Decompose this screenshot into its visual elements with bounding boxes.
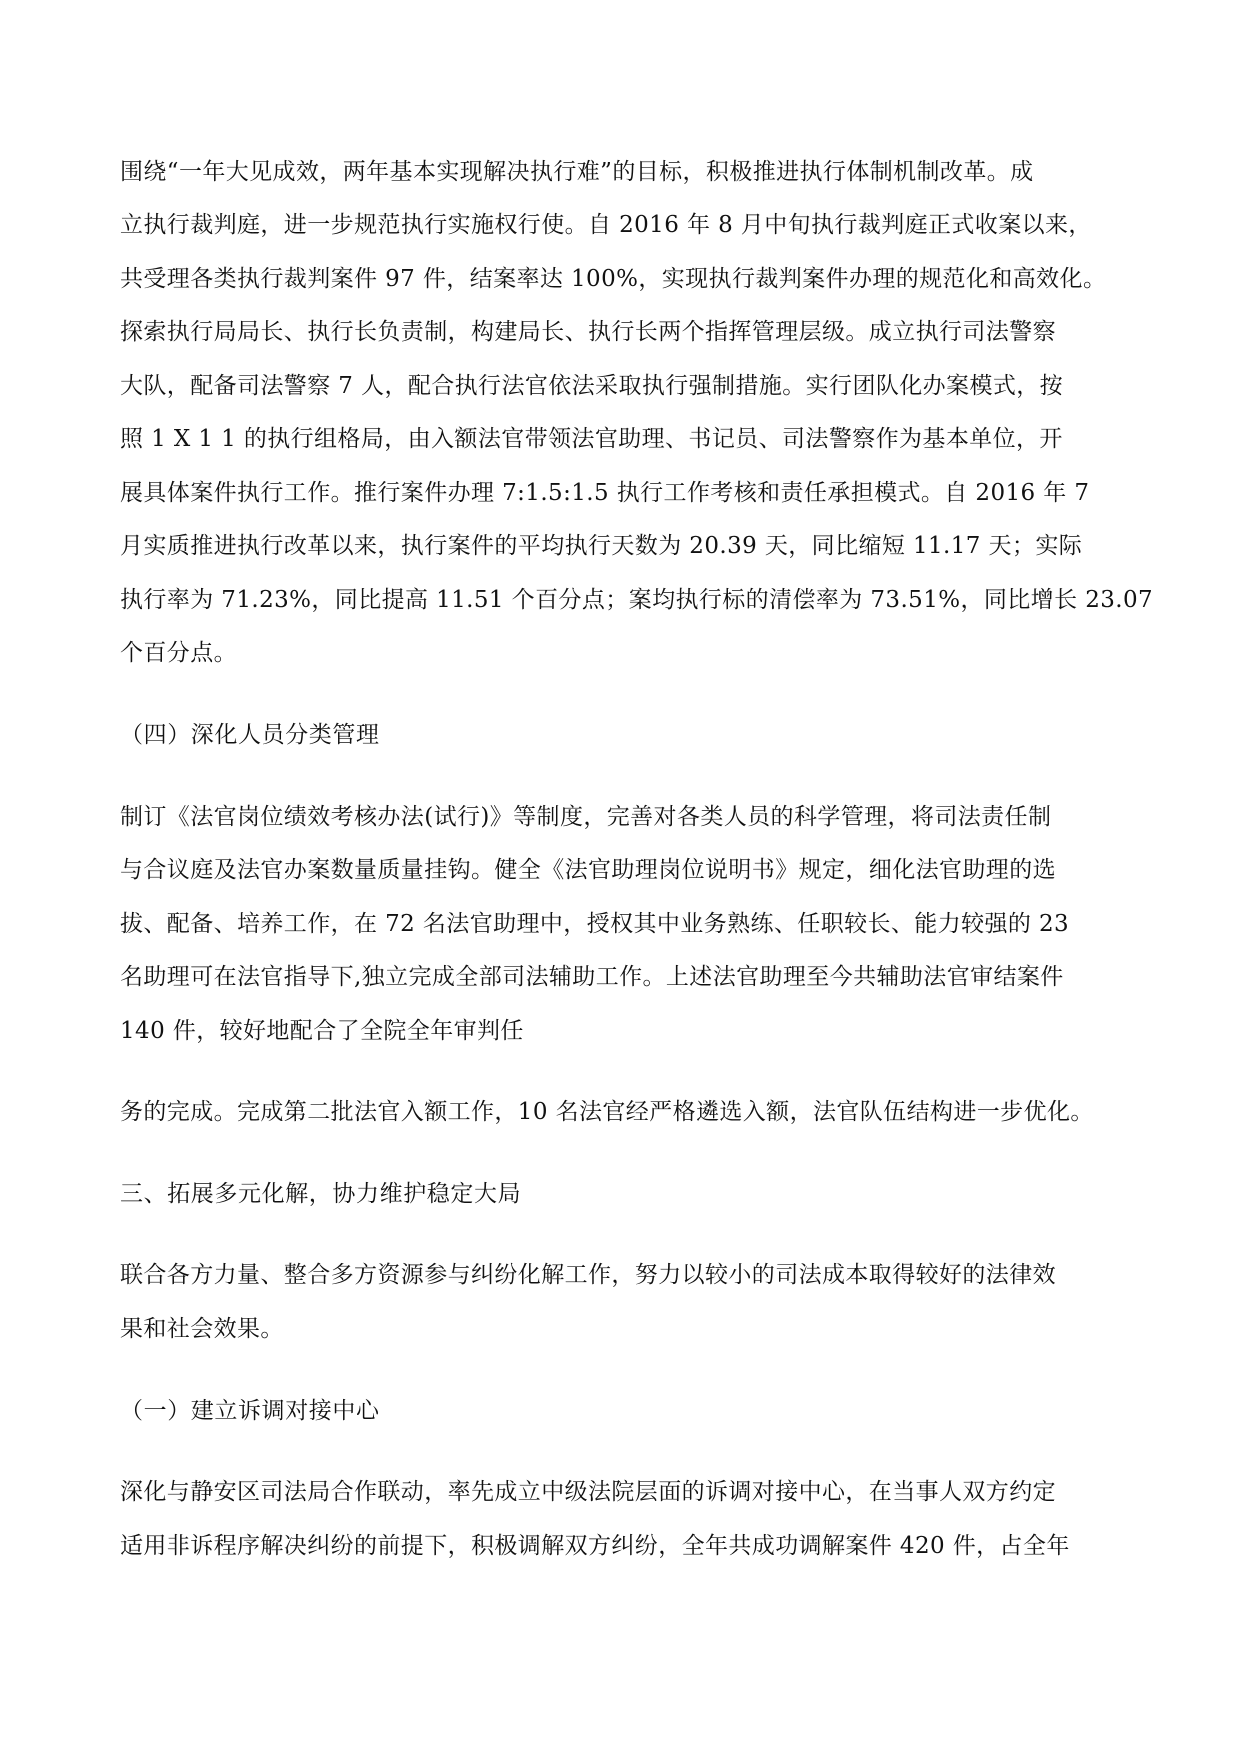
section-heading: （一）建立诉调对接中心 [120,1398,380,1424]
paragraph-line: 围绕“一年大见成效，两年基本实现解决执行难”的目标，积极推进执行体制机制改革。成 [120,159,1034,185]
paragraph-line: 名助理可在法官指导下,独立完成全部司法辅助工作。上述法官助理至今共辅助法官审结案件 [120,964,1064,990]
paragraph-line: 适用非诉程序解决纠纷的前提下，积极调解双方纠纷，全年共成功调解案件 420 件，占全年 [120,1533,1070,1559]
paragraph-line: 照 1 X 1 1 的执行组格局，由入额法官带领法官助理、书记员、司法警察作为基本单位，开 [120,426,1063,452]
section-heading: 三、拓展多元化解，协力维护稳定大局 [120,1181,522,1207]
paragraph-line: 果和社会效果。 [120,1316,284,1342]
paragraph-line: 共受理各类执行裁判案件 97 件，结案率达 100%，实现执行裁判案件办理的规范化和高效化。 [120,266,1107,292]
paragraph-line: 140 件，较好地配合了全院全年审判任 [120,1018,524,1044]
paragraph-line: 个百分点。 [120,640,237,666]
section-heading: （四）深化人员分类管理 [120,722,380,748]
paragraph-line: 月实质推进执行改革以来，执行案件的平均执行天数为 20.39 天，同比缩短 11.17 天；实际 [120,533,1083,559]
paragraph-line: 制订《法官岗位绩效考核办法(试行)》等制度，完善对各类人员的科学管理，将司法责任制 [120,804,1052,830]
paragraph-line: 大队，配备司法警察 7 人，配合执行法官依法采取执行强制措施。实行团队化办案模式，按 [120,373,1064,399]
paragraph-line: 立执行裁判庭，进一步规范执行实施权行使。自 2016 年 8 月中旬执行裁判庭正式收案以来， [120,212,1092,238]
paragraph-line: 联合各方力量、整合多方资源参与纠纷化解工作，努力以较小的司法成本取得较好的法律效 [120,1262,1056,1288]
paragraph-line: 务的完成。完成第二批法官入额工作，10 名法官经严格遴选入额，法官队伍结构进一步优化。 [120,1099,1094,1125]
paragraph-line: 与合议庭及法官办案数量质量挂钩。健全《法官助理岗位说明书》规定，细化法官助理的选 [120,857,1056,883]
paragraph-line: 探索执行局局长、执行长负责制，构建局长、执行长两个指挥管理层级。成立执行司法警察 [120,319,1056,345]
paragraph-line: 执行率为 71.23%，同比提高 11.51 个百分点；案均执行标的清偿率为 73.51%，同比增长 23.07 [120,587,1154,613]
paragraph-line: 深化与静安区司法局合作联动，率先成立中级法院层面的诉调对接中心，在当事人双方约定 [120,1479,1056,1505]
paragraph-line: 拔、配备、培养工作，在 72 名法官助理中，授权其中业务熟练、任职较长、能力较强的 23 [120,911,1070,937]
paragraph-line: 展具体案件执行工作。推行案件办理 7:1.5:1.5 执行工作考核和责任承担模式。自 2016 年 7 [120,480,1090,506]
